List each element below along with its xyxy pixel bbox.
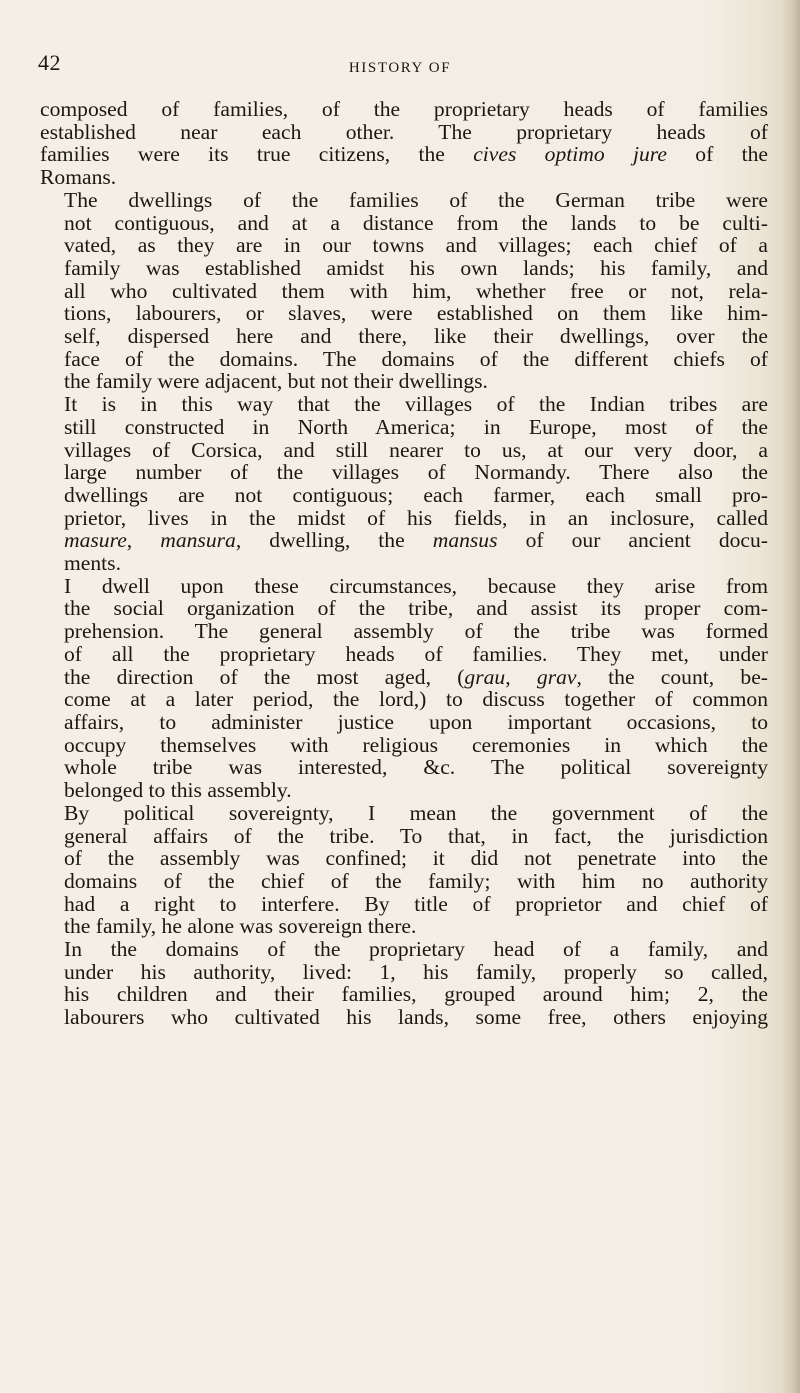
text-line: In the domains of the proprietary head of a family, and (64, 937, 768, 962)
text-line: not contiguous, and at a distance from the lands to be culti- (64, 210, 768, 235)
text-line: tions, labourers, or slaves, were established on them like him- (64, 301, 768, 326)
text-line: of all the proprietary heads of families. They met, under (64, 641, 768, 666)
text-line: The dwellings of the families of the German tribe were (64, 187, 768, 212)
text-line: his children and their families, grouped around him; 2, the (64, 982, 768, 1007)
page-number: 42 (38, 50, 61, 75)
text-line: established near each other. The proprietary heads of (40, 119, 768, 144)
text-line: By political sovereignty, I mean the government of the (64, 800, 768, 825)
paragraph-3 (40, 393, 768, 575)
text-line: belonged to this assembly. (64, 778, 292, 803)
text-line: the family were adjacent, but not their dwellings. (64, 369, 488, 394)
text-line: the social organization of the tribe, and assist its proper com- (64, 596, 768, 621)
text-line: all who cultivated them with him, whether free or not, rela- (64, 278, 768, 303)
text-line: masure, mansura, dwelling, the mansus of our ancient docu- (64, 528, 768, 553)
text-line: come at a later period, the lord,) to discuss together of common (64, 687, 768, 712)
running-head: HISTORY OF (348, 60, 452, 76)
text-line: vated, as they are in our towns and villages; each chief of a (64, 233, 768, 258)
paragraph-2 (40, 189, 768, 393)
text-line: families were its true citizens, the cives optimo jure of the (40, 142, 768, 167)
text-line: prietor, lives in the midst of his fields, in an inclosure, called (64, 505, 768, 530)
text-line: of the assembly was confined; it did not penetrate into the (64, 846, 768, 871)
text-line: It is in this way that the villages of the Indian tribes are (64, 392, 768, 417)
text-line: ments. (64, 551, 121, 576)
page-edge-shadow (782, 0, 800, 1393)
text-line: composed of families, of the proprietary heads of families (40, 97, 768, 121)
paragraph-4 (40, 575, 768, 802)
text-line: I dwell upon these circumstances, because they arise from (64, 573, 768, 598)
text-line: family was established amidst his own lands; his family, and (64, 255, 768, 280)
text-line: affairs, to administer justice upon important occasions, to (64, 709, 768, 734)
paragraph-5 (40, 802, 768, 938)
text-line: face of the domains. The domains of the different chiefs of (64, 346, 768, 371)
paragraph-6 (40, 938, 768, 1029)
text-line: villages of Corsica, and still nearer to us, at our very door, a (64, 437, 768, 462)
text-line: large number of the villages of Normandy. There also the (64, 460, 768, 485)
text-line: still constructed in North America; in Europe, most of the (64, 414, 768, 439)
text-line: prehension. The general assembly of the tribe was formed (64, 619, 768, 644)
text-line: labourers who cultivated his lands, some free, others enjoying (64, 1005, 768, 1030)
text-line: whole tribe was interested, &c. The political sovereignty (64, 755, 768, 780)
text-line: the family, he alone was sovereign there. (64, 914, 417, 939)
text-line: domains of the chief of the family; with him no authority (64, 868, 768, 893)
paragraph-1 (40, 98, 768, 189)
text-line: self, dispersed here and there, like their dwellings, over the (64, 324, 768, 349)
text-line: dwellings are not contiguous; each farmer, each small pro- (64, 482, 768, 507)
text-line: general affairs of the tribe. To that, in fact, the jurisdiction (64, 823, 768, 848)
text-line: had a right to interfere. By title of proprietor and chief of (64, 891, 768, 916)
body-text (40, 98, 768, 1029)
text-line: Romans. (40, 165, 117, 190)
text-line: the direction of the most aged, (grau, grav, the count, be- (64, 664, 768, 689)
text-line: under his authority, lived: 1, his family, properly so called, (64, 959, 768, 984)
text-line: occupy themselves with religious ceremonies in which the (64, 732, 768, 757)
